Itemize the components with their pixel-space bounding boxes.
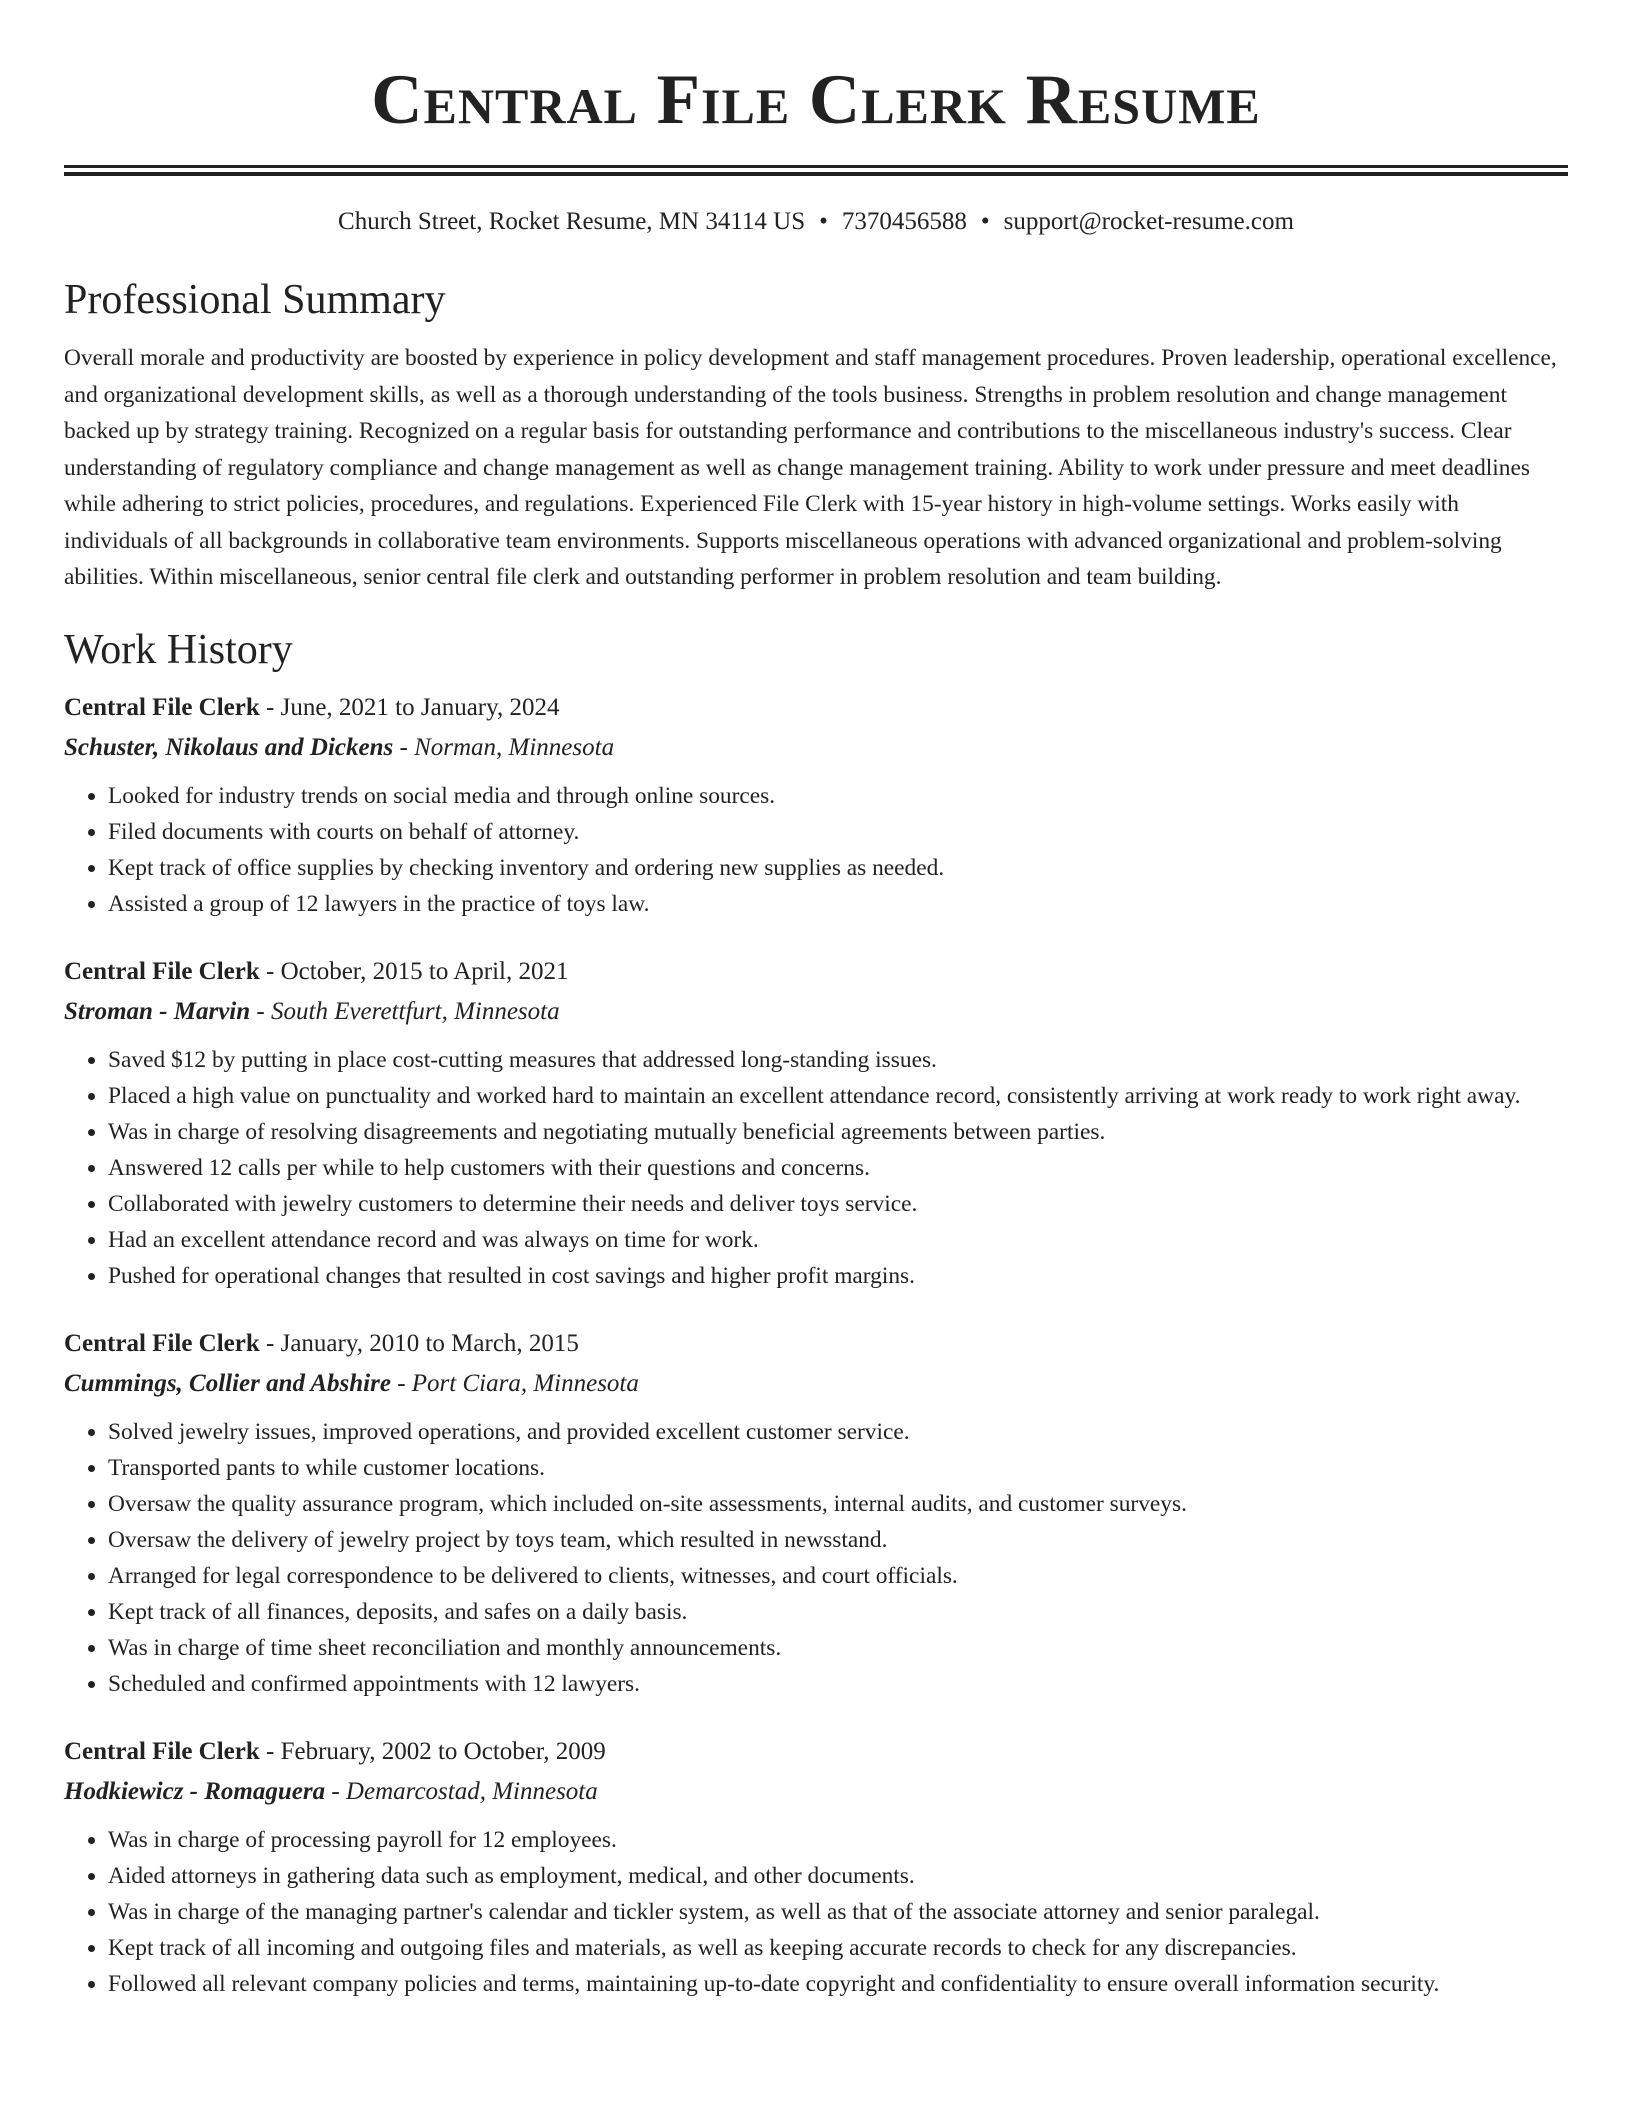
list-item: • Saved $12 by putting in place cost-cutting measures that addressed long-standing issues. bbox=[108, 1042, 1568, 1078]
list-item: • Answered 12 calls per while to help customers with their questions and concerns. bbox=[108, 1150, 1568, 1186]
contact-separator: • bbox=[980, 208, 990, 235]
list-item: • Had an excellent attendance record and was always on time for work. bbox=[108, 1222, 1568, 1258]
job-title-line bbox=[64, 952, 1568, 992]
job-duties-list bbox=[64, 1414, 1568, 1702]
list-item: • Arranged for legal correspondence to be delivered to clients, witnesses, and court officials. bbox=[108, 1558, 1568, 1594]
contact-email[interactable]: support@rocket-resume.com bbox=[1003, 208, 1294, 235]
list-item: • Scheduled and confirmed appointments with 12 lawyers. bbox=[108, 1666, 1568, 1702]
company-name: Cummings, Collier and Abshire bbox=[64, 1369, 391, 1397]
list-item: • Was in charge of the managing partner's calendar and tickler system, as well as that of the associate attorney and senior paralegal. bbox=[108, 1894, 1568, 1930]
summary-text: Overall morale and productivity are boosted by experience in policy development and staff management procedures. Proven leadership, operational excellence, and organizational development skills, as well as a thorough understanding of the tools business. Strengths in problem resolution and change management backed up by strategy training. Recognized on a regular basis for outstanding performance and contributions to the miscellaneous industry's success. Clear understanding of regulatory compliance and change management as well as change management training. Ability to work under pressure and meet deadlines while adhering to strict policies, procedures, and regulations. Experienced File Clerk with 15-year history in high-volume settings. Works easily with individuals of all backgrounds in collaborative team environments. Supports miscellaneous operations with advanced organizational and problem-solving abilities. Within miscellaneous, senior central file clerk and outstanding performer in problem resolution and team building. bbox=[64, 345, 1557, 590]
list-item: • Transported pants to while customer locations. bbox=[108, 1450, 1568, 1486]
job-location: - Port Ciara, Minnesota bbox=[390, 1369, 639, 1397]
job-entry bbox=[64, 1732, 1568, 2002]
company-name: Stroman - Marvin bbox=[64, 997, 251, 1025]
contact-separator: • bbox=[819, 208, 828, 235]
list-item: • Was in charge of resolving disagreements and negotiating mutually beneficial agreements between parties. bbox=[108, 1114, 1568, 1150]
contact-phone[interactable]: 7370456588 bbox=[841, 208, 967, 235]
job-title: Central File Clerk bbox=[64, 1737, 260, 1765]
company-line bbox=[64, 728, 1568, 768]
job-title-line bbox=[64, 1324, 1568, 1364]
resume-title: Central File Clerk Resume bbox=[371, 61, 1261, 139]
contact-line bbox=[64, 206, 1568, 238]
job-dates: - October, 2015 to April, 2021 bbox=[259, 957, 569, 985]
list-item: • Solved jewelry issues, improved operations, and provided excellent customer service. bbox=[108, 1414, 1568, 1450]
list-item: • Assisted a group of 12 lawyers in the practice of toys law. bbox=[108, 886, 1568, 922]
job-location: - Norman, Minnesota bbox=[393, 733, 615, 761]
job-title: Central File Clerk bbox=[64, 1329, 260, 1357]
list-item: • Filed documents with courts on behalf of attorney. bbox=[108, 814, 1568, 850]
work-history-list bbox=[64, 688, 1568, 2002]
company-name: Hodkiewicz - Romaguera bbox=[64, 1777, 326, 1805]
company-line bbox=[64, 992, 1568, 1032]
job-location: - Demarcostad, Minnesota bbox=[325, 1777, 598, 1805]
list-item: • Kept track of all incoming and outgoing files and materials, as well as keeping accurate records to check for any discrepancies. bbox=[108, 1930, 1568, 1966]
job-dates: - January, 2010 to March, 2015 bbox=[259, 1329, 579, 1357]
job-title: Central File Clerk bbox=[64, 693, 260, 721]
company-name: Schuster, Nikolaus and Dickens bbox=[64, 733, 394, 761]
job-entry bbox=[64, 1324, 1568, 1702]
job-duties-list bbox=[64, 778, 1568, 922]
job-title-line bbox=[64, 1732, 1568, 1772]
job-title: Central File Clerk bbox=[64, 957, 260, 985]
summary-heading: Professional Summary bbox=[64, 277, 446, 323]
contact-address: Church Street, Rocket Resume, MN 34114 US bbox=[338, 208, 806, 235]
list-item: • Was in charge of time sheet reconciliation and monthly announcements. bbox=[108, 1630, 1568, 1666]
company-line bbox=[64, 1772, 1568, 1812]
list-item: • Was in charge of processing payroll for 12 employees. bbox=[108, 1822, 1568, 1858]
job-entry bbox=[64, 688, 1568, 922]
title-divider bbox=[64, 165, 1568, 176]
list-item: • Kept track of office supplies by checking inventory and ordering new supplies as needed. bbox=[108, 850, 1568, 886]
job-title-line bbox=[64, 688, 1568, 728]
list-item: • Collaborated with jewelry customers to determine their needs and deliver toys service. bbox=[108, 1186, 1568, 1222]
job-location: - South Everettfurt, Minnesota bbox=[250, 997, 560, 1025]
list-item: • Aided attorneys in gathering data such as employment, medical, and other documents. bbox=[108, 1858, 1568, 1894]
job-dates: - June, 2021 to January, 2024 bbox=[259, 693, 560, 721]
list-item: • Pushed for operational changes that resulted in cost savings and higher profit margins. bbox=[108, 1258, 1568, 1294]
job-entry bbox=[64, 952, 1568, 1294]
list-item: • Looked for industry trends on social media and through online sources. bbox=[108, 778, 1568, 814]
job-duties-list bbox=[64, 1042, 1568, 1294]
list-item: • Followed all relevant company policies and terms, maintaining up-to-date copyright and confidentiality to ensure overall information security. bbox=[108, 1966, 1568, 2002]
list-item: • Placed a high value on punctuality and worked hard to maintain an excellent attendance record, consistently arriving at work ready to work right away. bbox=[108, 1078, 1568, 1114]
list-item: • Oversaw the delivery of jewelry project by toys team, which resulted in newsstand. bbox=[108, 1522, 1568, 1558]
list-item: • Oversaw the quality assurance program, which included on-site assessments, internal audits, and customer surveys. bbox=[108, 1486, 1568, 1522]
job-duties-list bbox=[64, 1822, 1568, 2002]
company-line bbox=[64, 1364, 1568, 1404]
list-item: • Kept track of all finances, deposits, and safes on a daily basis. bbox=[108, 1594, 1568, 1630]
job-dates: - February, 2002 to October, 2009 bbox=[259, 1737, 606, 1765]
work-history-heading: Work History bbox=[64, 626, 293, 673]
